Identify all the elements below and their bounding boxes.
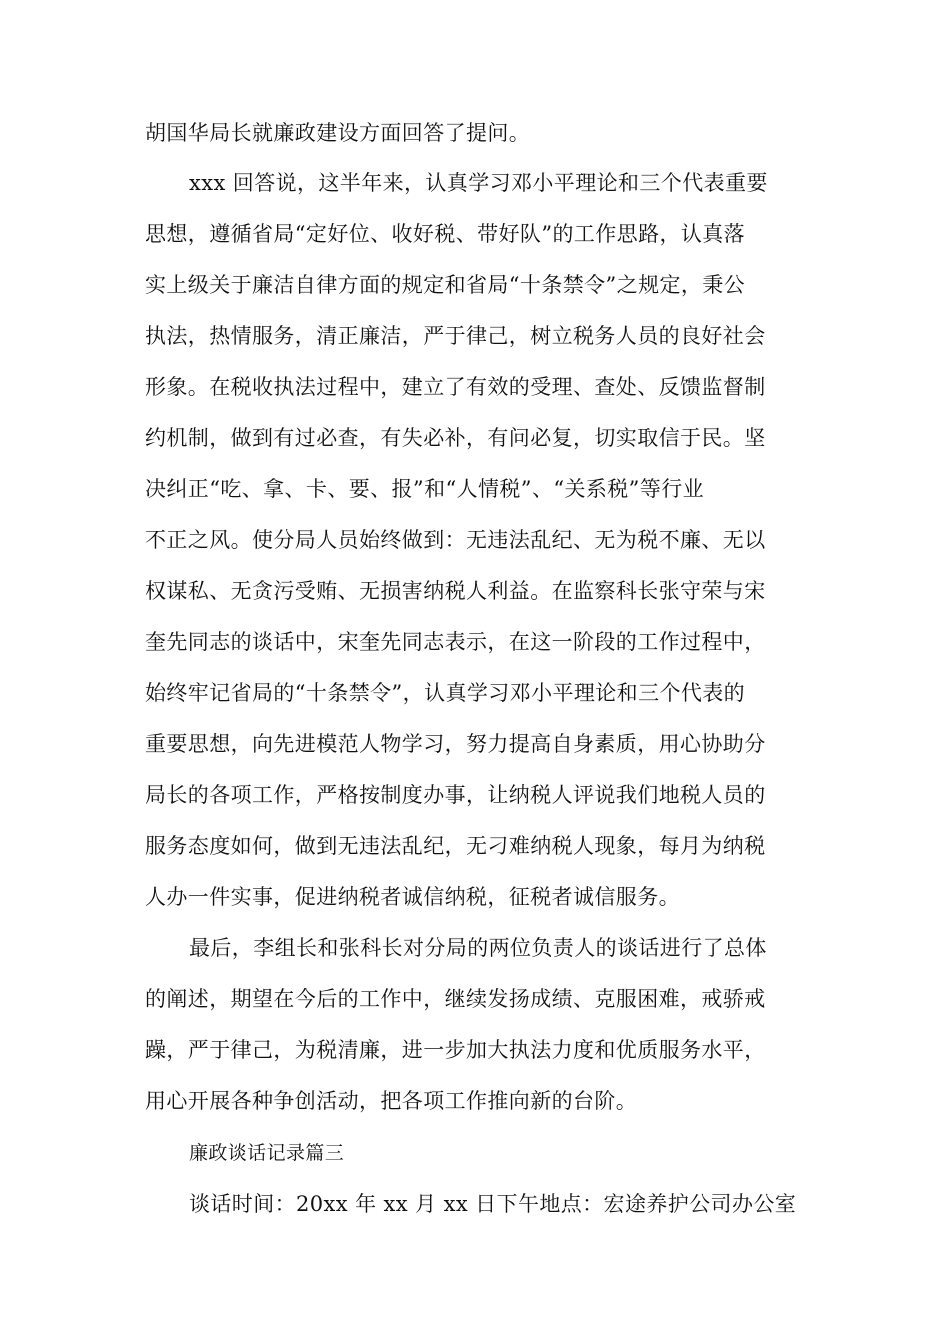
- text-line-14: 局长的各项工作，严格按制度办事，让纳税人评说我们地税人员的: [145, 783, 766, 807]
- text-line-13: 重要思想，向先进模范人物学习，努力提高自身素质，用心协助分: [145, 732, 766, 756]
- text-line-2: xxx 回答说，这半年来，认真学习邓小平理论和三个代表重要: [189, 171, 768, 195]
- text-line-12: 始终牢记省局的“十条禁令”，认真学习邓小平理论和三个代表的: [145, 681, 746, 705]
- text-line-11: 奎先同志的谈话中，宋奎先同志表示，在这一阶段的工作过程中，: [145, 630, 766, 654]
- text-line-19: 躁，严于律己，为税清廉，进一步加大执法力度和优质服务水平，: [145, 1038, 766, 1062]
- text-line-15: 服务态度如何，做到无违法乱纪，无刁难纳税人现象，每月为纳税: [145, 834, 766, 858]
- text-line-10: 权谋私、无贪污受贿、无损害纳税人利益。在监察科长张守荣与宋: [145, 579, 766, 603]
- text-line-22: 谈话时间：20xx 年 xx 月 xx 日下午地点：宏途养护公司办公室: [189, 1192, 797, 1216]
- text-line-4: 实上级关于廉洁自律方面的规定和省局“十条禁令”之规定，秉公: [145, 273, 746, 297]
- text-line-16: 人办一件实事，促进纳税者诚信纳税，征税者诚信服务。: [145, 885, 680, 909]
- text-line-8: 决纠正“吃、拿、卡、要、报”和“人情税”、“关系税”等行业: [145, 477, 705, 501]
- text-line-9: 不正之风。使分局人员始终做到：无违法乱纪、无为税不廉、无以: [145, 528, 766, 552]
- text-line-18: 的阐述，期望在今后的工作中，继续发扬成绩、克服困难，戒骄戒: [145, 987, 766, 1011]
- text-line-17: 最后，李组长和张科长对分局的两位负责人的谈话进行了总体: [189, 936, 767, 960]
- section-heading: 廉政谈话记录篇三: [189, 1142, 345, 1164]
- text-line-3: 思想，遵循省局“定好位、收好税、带好队”的工作思路，认真落: [145, 222, 746, 246]
- text-line-1: 胡国华局长就廉政建设方面回答了提问。: [145, 121, 531, 145]
- text-line-20: 用心开展各种争创活动，把各项工作推向新的台阶。: [145, 1089, 638, 1113]
- text-line-7: 约机制，做到有过必查，有失必补，有问必复，切实取信于民。坚: [145, 426, 766, 450]
- text-line-6: 形象。在税收执法过程中，建立了有效的受理、查处、反馈监督制: [145, 375, 766, 399]
- text-line-5: 执法，热情服务，清正廉洁，严于律己，树立税务人员的良好社会: [145, 324, 766, 348]
